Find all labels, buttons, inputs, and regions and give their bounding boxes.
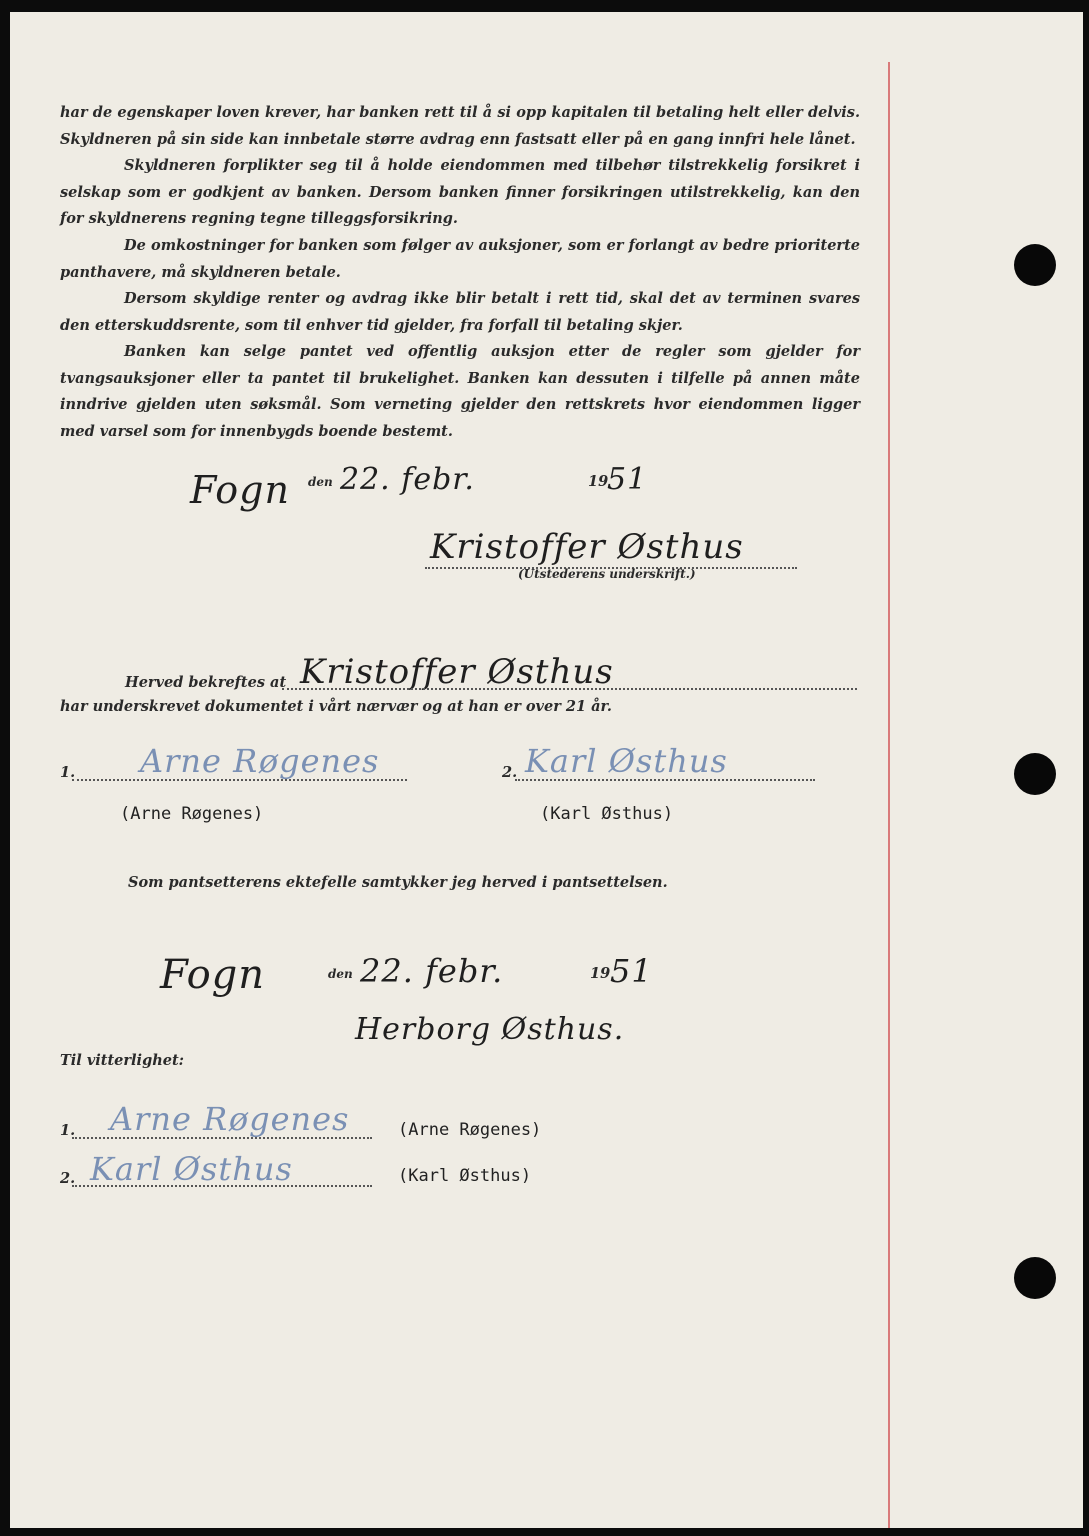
witness-number: 1. [60,764,76,781]
red-margin-line [888,62,890,1528]
witness-signature: Arne Røgenes [110,1100,350,1138]
year-prefix: 19 [588,473,609,490]
witness-signature: Arne Røgenes [140,742,380,780]
handwritten-year: 51 [610,952,653,990]
year-prefix: 19 [590,965,611,982]
witness-typed-name: (Karl Østhus) [540,804,674,824]
witness-line [515,779,815,781]
document-page [10,12,1083,1528]
handwritten-date: 22. febr. [340,462,475,497]
witness-line [72,779,407,781]
witness-number: 2. [502,764,518,781]
punch-hole-icon [1014,1257,1056,1299]
handwritten-year: 51 [607,462,648,497]
witness-number: 2. [60,1170,76,1187]
witness-typed-name: (Arne Røgenes) [120,804,264,824]
spouse-consent-text: Som pantsetterens ektefelle samtykker jeg herved i pantsettelsen. [128,874,668,891]
til-vitterlighet-label: Til vitterlighet: [60,1052,185,1069]
confirm-statement: har underskrevet dokumentet i vårt nærvær og at han er over 21 år. [60,698,612,715]
name-line [282,688,857,690]
paragraph-interest: Dersom skyldige renter og avdrag ikke blir betalt i rett tid, skal det av terminen svares den etterskuddsrente, som til enhver tid gjelder, fra forfall til betaling skjer. [60,290,860,334]
spouse-signature: Herborg Østhus. [355,1012,625,1047]
handwritten-place: Fogn [160,952,266,998]
den-label: den [308,475,333,489]
handwritten-place: Fogn [190,468,290,512]
witness-typed-name: (Karl Østhus) [398,1166,532,1186]
issuer-caption: (Utstederens underskrift.) [518,567,696,581]
punch-hole-icon [1014,753,1056,795]
confirm-name-signature: Kristoffer Østhus [300,652,614,692]
paragraph-termination: har de egenskaper loven krever, har banken rett til å si opp kapitalen til betaling helt eller delvis. Skyldneren på sin side kan innbetale større avdrag enn fastsatt eller på en gang innfri hele lånet. [60,104,860,148]
den-label: den [328,967,353,981]
punch-hole-icon [1014,244,1056,286]
paragraph-costs: De omkostninger for banken som følger av auksjoner, som er forlangt av bedre prioriterte panthavere, må skyldneren betale. [60,237,860,281]
witness-signature: Karl Østhus [90,1150,293,1188]
handwritten-date: 22. febr. [360,952,504,990]
issuer-signature: Kristoffer Østhus [430,527,744,567]
paragraph-insurance: Skyldneren forplikter seg til å holde eiendommen med tilbehør tilstrekkelig forsikret i selskap som er godkjent av banken. Dersom banken finner forsikringen utilstrekkelig, kan den for skyldnerens regning tegne tilleggsforsikring. [60,157,860,227]
witness-signature: Karl Østhus [525,742,728,780]
witness-number: 1. [60,1122,76,1139]
witness-line [72,1185,372,1187]
witness-line [72,1137,372,1139]
witness-typed-name: (Arne Røgenes) [398,1120,542,1140]
paragraph-auction: Banken kan selge pantet ved offentlig auksjon etter de regler som gjelder for tvangsauksjoner eller ta pantet til brukelighet. Banken kan dessuten i tilfelle på annen måte inndrive gjelden uten søksmål. Som verneting gjelder den rettskrets hvor eiendommen ligger med varsel som for innenbygds boende bestemt. [60,343,860,440]
confirm-prefix: Herved bekreftes at [125,674,287,691]
